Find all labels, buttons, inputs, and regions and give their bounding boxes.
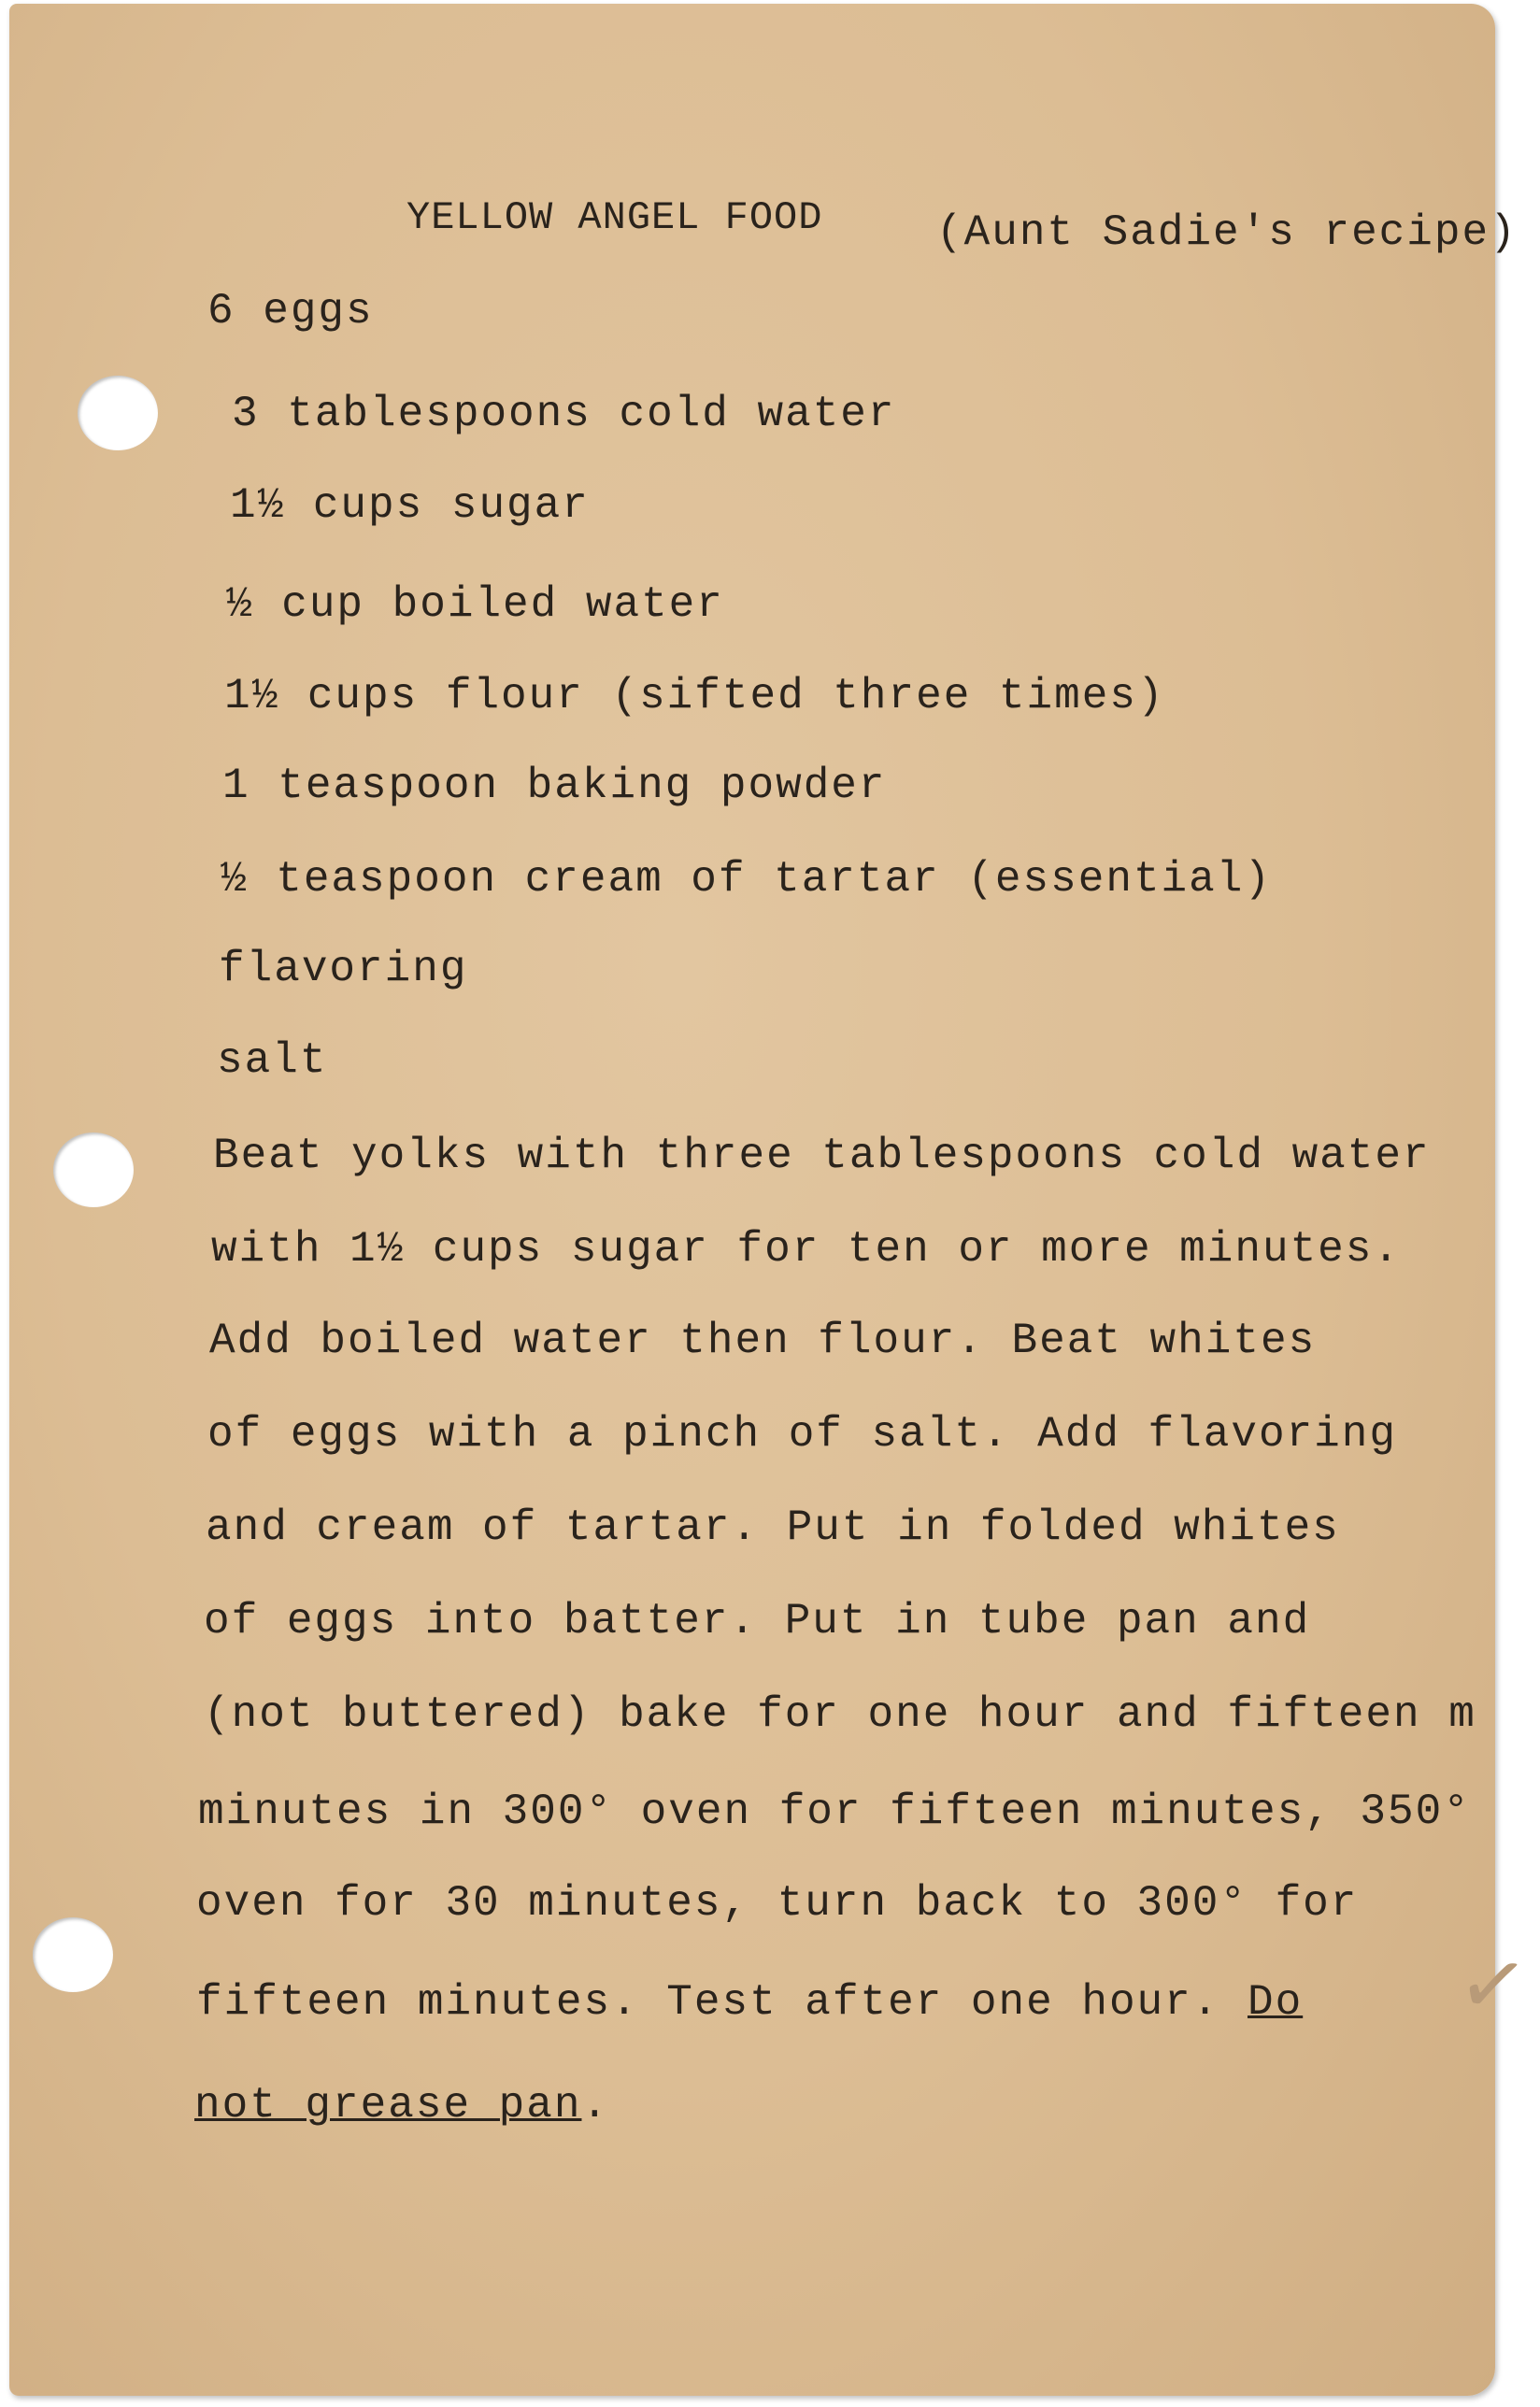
ingredient-line: flavoring — [219, 945, 468, 993]
ingredient-line: 1 teaspoon baking powder — [222, 762, 887, 810]
ingredient-line: 3 tablespoons cold water — [232, 390, 896, 438]
punch-hole-middle — [53, 1132, 134, 1207]
recipe-card — [9, 4, 1535, 2396]
punch-hole-bottom — [33, 1917, 113, 1992]
checkmark-mark: ✓ — [1451, 1931, 1535, 2039]
ingredient-line: salt — [217, 1036, 328, 1085]
direction-text: fifteen minutes. Test after one hour. — [196, 1978, 1220, 2027]
recipe-subtitle: (Aunt Sadie's recipe) — [936, 208, 1518, 257]
direction-line: of eggs with a pinch of salt. Add flavoring — [207, 1410, 1397, 1459]
direction-line: oven for 30 minutes, turn back to 300° for — [196, 1879, 1359, 1928]
recipe-title: YELLOW ANGEL FOOD — [406, 195, 823, 240]
ingredient-line: ½ teaspoon cream of tartar (essential) — [221, 855, 1272, 904]
punch-hole-top — [78, 376, 158, 450]
ingredient-line: 1½ cups flour (sifted three times) — [224, 672, 1165, 720]
warning-period: . — [581, 2081, 610, 2129]
direction-line: of eggs into batter. Put in tube pan and — [204, 1597, 1311, 1645]
ingredient-line: 1½ cups sugar — [230, 481, 590, 530]
direction-line: and cream of tartar. Put in folded whites — [206, 1503, 1340, 1552]
warning-text-start: Do — [1247, 1978, 1304, 2027]
ingredient-line: 6 eggs — [207, 287, 374, 335]
warning-text: not grease pan — [194, 2081, 582, 2129]
direction-line: with 1½ cups sugar for ten or more minutes. — [211, 1225, 1401, 1274]
warning-line — [194, 2081, 610, 2129]
direction-line: Add boiled water then flour. Beat whites — [209, 1317, 1317, 1365]
direction-line: (not buttered) bake for one hour and fifteen m — [204, 1690, 1476, 1739]
ingredient-line: ½ cup boiled water — [226, 580, 724, 629]
direction-line: minutes in 300° oven for fifteen minutes, 350° — [198, 1787, 1471, 1836]
direction-line: Beat yolks with three tablespoons cold water — [213, 1132, 1431, 1180]
direction-line-final — [196, 1978, 1304, 2027]
